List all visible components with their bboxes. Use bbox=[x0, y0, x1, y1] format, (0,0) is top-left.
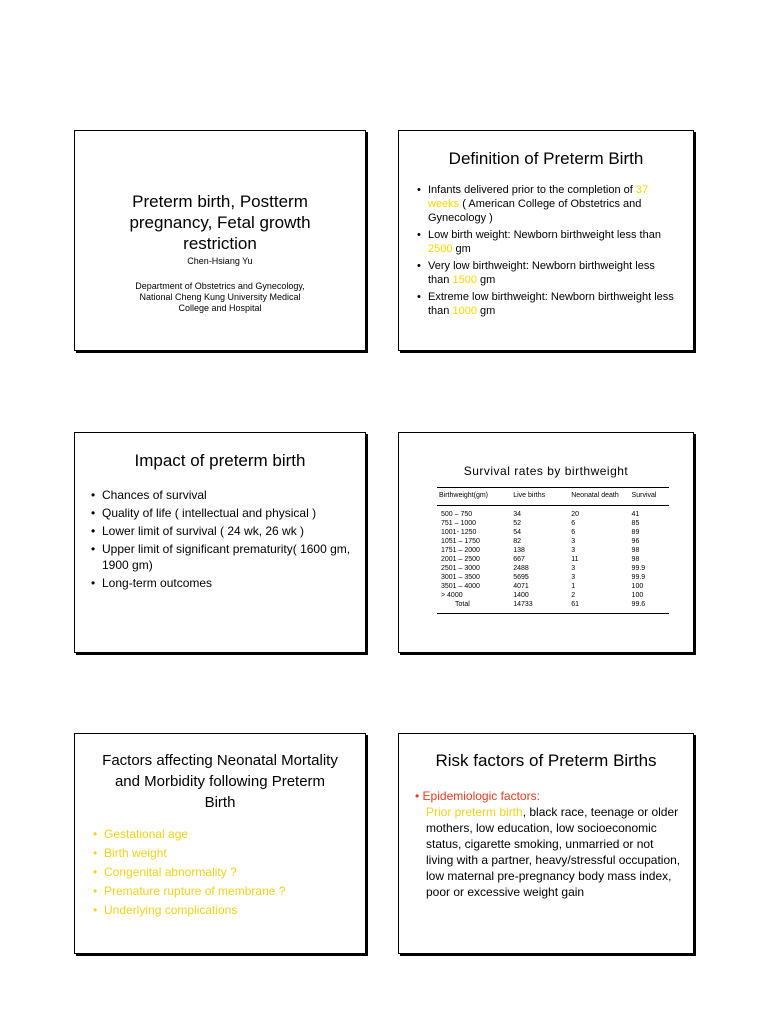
slide-factors bbox=[74, 733, 366, 954]
table-rule bbox=[437, 613, 669, 614]
column-header: Neonatal death bbox=[571, 492, 619, 499]
list-item: • Low birth weight: Newborn birthweight less than 2500 gm bbox=[417, 228, 677, 256]
list-item: • Chances of survival bbox=[91, 487, 353, 503]
slide3-bullets bbox=[91, 487, 353, 593]
table-row: 751 – 1000 52 6 85 bbox=[441, 520, 640, 527]
table-header-row bbox=[437, 488, 669, 505]
slide1-department: Department of Obstetrics and Gynecology, National Cheng Kung University Medical College and Hospital bbox=[135, 281, 305, 313]
list-item: • Extreme low birthweight: Newborn birthweight less than 1000 gm bbox=[417, 290, 677, 318]
slide6-title: Risk factors of Preterm Births bbox=[435, 751, 657, 770]
table-row: 1051 – 1750 82 3 96 bbox=[441, 538, 640, 545]
slide2-title: Definition of Preterm Birth bbox=[448, 149, 644, 168]
list-item: • Upper limit of significant prematurity( 1600 gm, 1900 gm) bbox=[91, 541, 353, 573]
table-total-row: Total 14733 61 99.6 bbox=[455, 601, 646, 608]
list-item: • Infants delivered prior to the completion of 37 weeks ( American College of Obstetrics and Gynecology ) bbox=[417, 183, 677, 225]
list-item: • Lower limit of survival ( 24 wk, 26 wk ) bbox=[91, 523, 353, 539]
table-row: > 4000 1400 2 100 bbox=[441, 592, 644, 599]
slide2-bullets bbox=[417, 183, 677, 321]
list-item: • Quality of life ( intellectual and physical ) bbox=[91, 505, 353, 521]
epidemiologic-body: Prior preterm birth, black race, teenage or older mothers, low education, low socioeconomic status, cigarette smoking, unmarried or not living with a partner, heavy/stressful occupation, low maternal pre-pregnancy body mass index, poor or excessive weight gain bbox=[426, 805, 681, 899]
list-item: • Long-term outcomes bbox=[91, 575, 353, 591]
slide-title bbox=[74, 130, 366, 351]
slide-definition bbox=[398, 130, 694, 351]
slide5-title: Factors affecting Neonatal Mortality and Morbidity following Preterm Birth bbox=[102, 752, 338, 811]
slide1-title: Preterm birth, Postterm pregnancy, Fetal growth restriction bbox=[129, 192, 311, 253]
slide3-title: Impact of preterm birth bbox=[134, 451, 306, 470]
column-header: Birthweight(gm) bbox=[439, 492, 489, 499]
slide-impact bbox=[74, 432, 366, 653]
table-row: 1751 – 2000 138 3 98 bbox=[441, 547, 640, 554]
slide4-title: Survival rates by birthweight bbox=[463, 464, 629, 478]
list-item: • Gestational age bbox=[93, 826, 353, 842]
slide-survival-table bbox=[398, 432, 694, 653]
slide1-author: Chen-Hsiang Yu bbox=[187, 256, 253, 266]
list-item: • Premature rupture of membrane ? bbox=[93, 883, 353, 899]
list-item: • Congenital abnormality ? bbox=[93, 864, 353, 880]
list-item: • Birth weight bbox=[93, 845, 353, 861]
list-item: • Underlying complications bbox=[93, 902, 353, 918]
list-item: • Very low birthweight: Newborn birthweight less than 1500 gm bbox=[417, 259, 677, 287]
column-header: Survival bbox=[631, 492, 657, 499]
slide5-bullets bbox=[93, 826, 353, 921]
column-header: Live births bbox=[513, 492, 546, 499]
table-row: 500 – 750 34 20 41 bbox=[441, 511, 640, 518]
slide6-content bbox=[415, 788, 683, 900]
table-row: 2501 – 3000 2488 3 99.9 bbox=[441, 565, 646, 572]
table-row: 3501 – 4000 4071 1 100 bbox=[441, 583, 644, 590]
table-row: 1001- 1250 54 6 89 bbox=[441, 529, 640, 536]
table-row: 3001 – 3500 5695 3 99.9 bbox=[441, 574, 646, 581]
epidemiologic-heading: • Epidemiologic factors: bbox=[415, 789, 540, 803]
slide-risk-factors bbox=[398, 733, 694, 954]
survival-table bbox=[437, 487, 669, 614]
table-row: 2001 – 2500 667 11 98 bbox=[441, 556, 640, 563]
